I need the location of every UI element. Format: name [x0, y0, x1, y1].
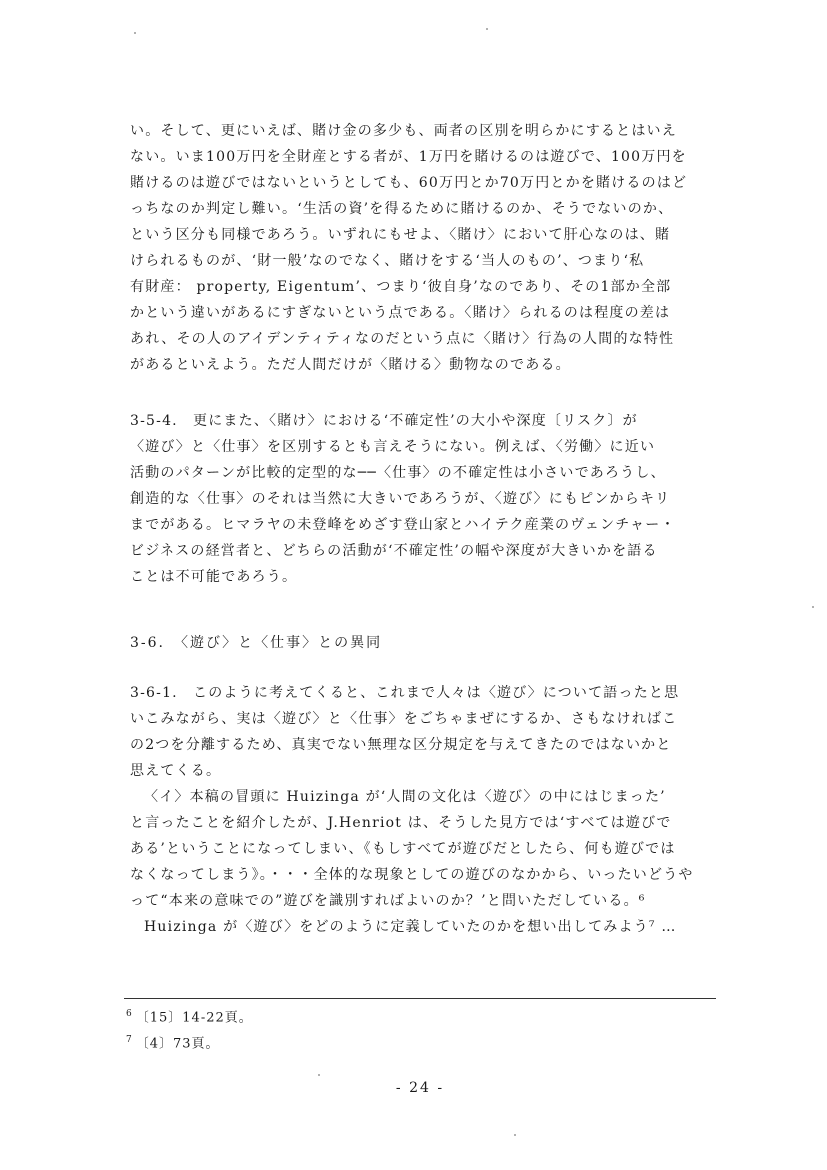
- footnote-text: 〔4〕73頁。: [135, 1036, 220, 1052]
- text-line: Huizinga が〈遊び〉をどのように定義していたのかを想い出してみよう⁷ …: [144, 919, 677, 935]
- text-line: かという違いがあるにすぎないという点である。〈賭け〉られるのは程度の差は: [130, 305, 671, 321]
- footnote-mark: 6: [126, 1009, 133, 1019]
- scan-speck: [318, 1074, 320, 1076]
- text-line: ない。いま100万円を全財産とする者が、1万円を賭けるのは遊びで、100万円を: [130, 149, 687, 165]
- text-line: という区分も同様であろう。いずれにもせよ、〈賭け〉において肝心なのは、賭: [130, 227, 671, 243]
- scan-speck: [812, 606, 814, 608]
- scan-speck: [514, 1134, 516, 1136]
- paragraph-2: [130, 408, 730, 590]
- footnote-text: 〔15〕14-22頁。: [135, 1010, 253, 1026]
- text-line: と言ったことを紹介したが、J.Henriot は、そうした見方では‘すべては遊びで: [130, 815, 672, 831]
- text-line: あれ、その人のアイデンティティなのだという点に〈賭け〉行為の人間的な特性: [130, 331, 675, 347]
- page-number: - 24 -: [395, 1080, 445, 1096]
- text-line: の2つを分離するため、真実でない無理な区分規定を与えてきたのではないかと: [130, 737, 672, 753]
- footnote-6: [126, 1004, 253, 1024]
- text-line: があるといえよう。ただ人間だけが〈賭ける〉動物なのである。: [130, 357, 571, 373]
- section-heading: 3-6. 〈遊び〉と〈仕事〉との異同: [130, 635, 383, 651]
- scan-speck: [134, 32, 136, 34]
- text-line: っちなのか判定し難い。‘生活の資’を得るために賭けるのか、そうでないのか、: [130, 201, 674, 217]
- footnote-divider: [124, 998, 716, 1000]
- text-line: ビジネスの経営者と、どちらの活動が‘不確定性’の幅や深度が大きいかを語る: [130, 543, 658, 559]
- footnote-7: [126, 1030, 220, 1050]
- text-line: なくなってしまう》。・・・全体的な現象としての遊びのなかから、いったいどうや: [130, 867, 694, 883]
- text-line: って“本来の意味での”遊びを識別すればよいのか？’と問いただしている。⁶: [130, 893, 646, 909]
- text-line: 賭けるのは遊びではないというとしても、60万円とか70万円とかを賭けるのはど: [130, 175, 688, 191]
- text-line: 3-5-4. 更にまた、〈賭け〉における‘不確定性’の大小や深度〔リスク〕が: [130, 413, 638, 429]
- text-line: 〈遊び〉と〈仕事〉を区別するとも言えそうにない。例えば、〈労働〉に近い: [130, 439, 656, 455]
- text-line: ある’ということになってしまい、《もしすべてが遊びだとしたら、何も遊びでは: [130, 841, 676, 857]
- text-line: 思えてくる。: [130, 763, 222, 779]
- scan-speck: [486, 28, 488, 30]
- text-line: 〈イ〉本稿の冒頭に Huizinga が‘人間の文化は〈遊び〉の中にはじまった’: [144, 789, 666, 805]
- text-line: い。そして、更にいえば、賭け金の多少も、両者の区別を明らかにするとはいえ: [130, 123, 677, 139]
- text-line: 3-6-1. このように考えてくると、これまで人々は〈遊び〉について語ったと思: [130, 685, 680, 701]
- text-line: いこみながら、実は〈遊び〉と〈仕事〉をごちゃまぜにするか、さもなければこ: [130, 711, 678, 727]
- footnote-mark: 7: [126, 1035, 133, 1045]
- text-line: までがある。ヒマラヤの未登峰をめざす登山家とハイテク産業のヴェンチャー・: [130, 517, 676, 533]
- text-line: 創造的な〈仕事〉のそれは当然に大きいであろうが、〈遊び〉にもピンからキリ: [130, 491, 671, 507]
- text-line: ことは不可能であろう。: [130, 569, 298, 585]
- paragraph-3: [130, 680, 730, 940]
- paragraph-1: [130, 118, 730, 378]
- text-line: けられるものが、‘財一般’なのでなく、賭けをする‘当人のもの’、つまり‘私: [130, 253, 645, 269]
- text-line: 有財産： property, Eigentum’、つまり‘彼自身’なのであり、その1部か全部: [130, 279, 672, 295]
- text-line: 活動のパターンが比較的定型的な──〈仕事〉の不確定性は小さいであろうし、: [130, 465, 666, 481]
